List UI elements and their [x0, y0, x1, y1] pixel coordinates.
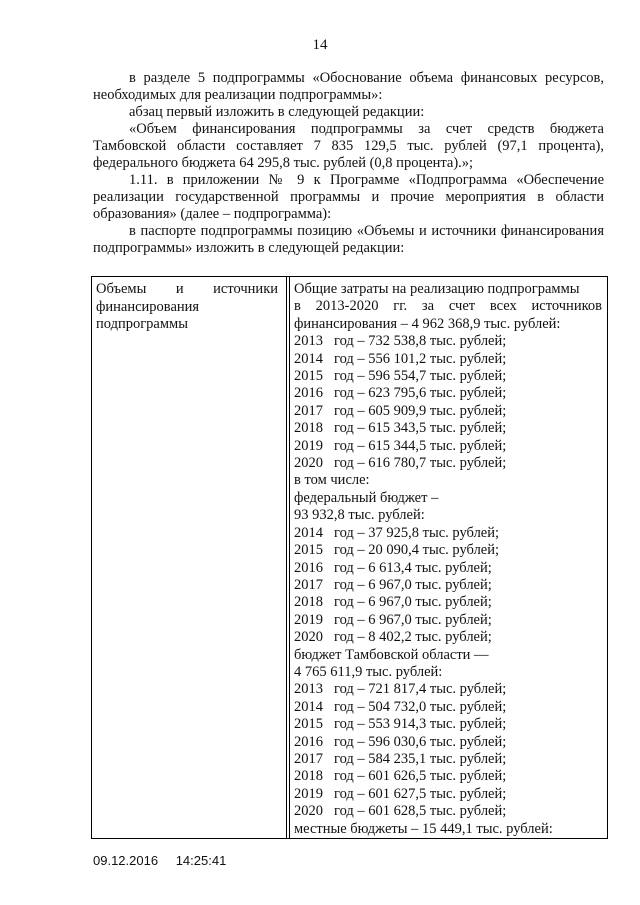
in-that-number: в том числе: [294, 472, 370, 489]
local-budget-label: местные бюджеты – 15 449,1 тыс. рублей: [294, 820, 553, 837]
financing-table [91, 276, 608, 839]
table-left-cell [96, 281, 278, 334]
document-body [93, 70, 604, 257]
list-item: 2016 год – 623 795,6 тыс. рублей; [294, 385, 507, 402]
list-item: 2013 год – 721 817,4 тыс. рублей; [294, 681, 507, 698]
list-item: 2020 год – 601 628,5 тыс. рублей; [294, 803, 507, 820]
paragraph-quote: «Объем финансирования подпрограммы за счет средств бюджета Тамбовской области составляет 7 835 129,5 тыс. рублей (97,1 процента), федерального бюджета 64 295,8 тыс. рублей (0,8 процента).»; [93, 121, 604, 171]
paragraph-1-11: 1.11. в приложении № 9 к Программе «Подпрограмма «Обеспечение реализации государственной программы и прочие мероприятия в области образования» (далее – подпрограмма): [93, 172, 604, 222]
print-time: 14:25:41 [175, 853, 227, 868]
list-item: 2015 год – 596 554,7 тыс. рублей; [294, 368, 507, 385]
list-item: 2015 год – 553 914,3 тыс. рублей; [294, 716, 507, 733]
regional-years-list [294, 681, 602, 820]
list-item: 2013 год – 732 538,8 тыс. рублей; [294, 333, 507, 350]
list-item: 2015 год – 20 090,4 тыс. рублей; [294, 542, 500, 559]
left-cell-line: подпрограммы [96, 316, 188, 332]
left-cell-line: Объемы и источники [96, 281, 278, 297]
print-date: 09.12.2016 [93, 853, 159, 868]
regional-total: 4 765 611,9 тыс. рублей: [294, 663, 443, 680]
list-item: 2019 год – 615 344,5 тыс. рублей; [294, 437, 507, 454]
list-item: 2020 год – 8 402,2 тыс. рублей; [294, 629, 492, 646]
paragraph-passport: в паспорте подпрограммы позицию «Объемы и источники финансирования подпрограммы» изложить в следующей редакции: [93, 223, 604, 256]
print-timestamp [93, 853, 226, 868]
left-cell-line: финансирования [96, 298, 200, 315]
list-item: 2019 год – 6 967,0 тыс. рублей; [294, 611, 492, 628]
page-number: 14 [312, 37, 328, 53]
list-item: 2017 год – 584 235,1 тыс. рублей; [294, 750, 507, 767]
table-divider-double [289, 277, 290, 838]
list-item: 2017 год – 605 909,9 тыс. рублей; [294, 402, 507, 419]
list-item: 2020 год – 616 780,7 тыс. рублей; [294, 455, 507, 472]
list-item: 2017 год – 6 967,0 тыс. рублей; [294, 576, 492, 593]
table-right-cell [294, 281, 602, 838]
list-item: 2014 год – 556 101,2 тыс. рублей; [294, 350, 507, 367]
federal-label: федеральный бюджет – [294, 489, 439, 506]
list-item: 2016 год – 596 030,6 тыс. рублей; [294, 733, 507, 750]
list-item: 2019 год – 601 627,5 тыс. рублей; [294, 785, 507, 802]
federal-years-list [294, 525, 602, 647]
list-item: 2016 год – 6 613,4 тыс. рублей; [294, 559, 492, 576]
regional-label: бюджет Тамбовской области — [294, 646, 489, 663]
list-item: 2018 год – 615 343,5 тыс. рублей; [294, 420, 507, 437]
table-divider [286, 277, 287, 838]
list-item: 2014 год – 504 732,0 тыс. рублей; [294, 698, 507, 715]
list-item: 2018 год – 601 626,5 тыс. рублей; [294, 768, 507, 785]
total-years-list [294, 333, 602, 472]
intro-line: финансирования – 4 962 368,9 тыс. рублей: [294, 315, 561, 332]
intro-line: в 2013-2020 гг. за счет всех источников [294, 298, 602, 315]
federal-total: 93 932,8 тыс. рублей: [294, 507, 425, 524]
list-item: 2014 год – 37 925,8 тыс. рублей; [294, 524, 500, 541]
paragraph-abzac: абзац первый изложить в следующей редакции: [129, 104, 425, 120]
paragraph-section5: в разделе 5 подпрограммы «Обоснование объема финансовых ресурсов, необходимых для реализации подпрограммы»: [93, 70, 604, 103]
intro-line: Общие затраты на реализацию подпрограммы [294, 281, 580, 297]
list-item: 2018 год – 6 967,0 тыс. рублей; [294, 594, 492, 611]
